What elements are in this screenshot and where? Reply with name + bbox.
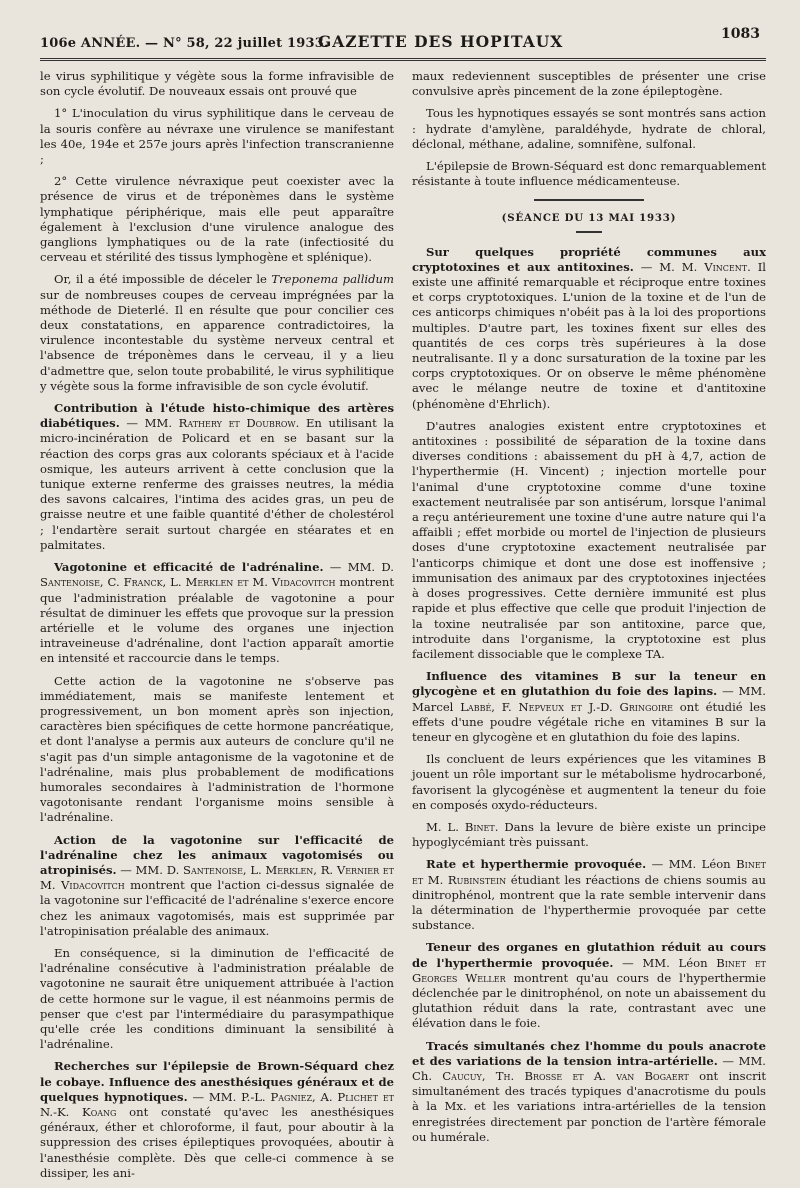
entry-authors: Vincent. [704, 259, 751, 274]
entry-title: Recherches sur l'épilepsie de Brown-Séquard chez le cobaye. Influence des anesthésiques généraux et de quelques hypnotiques. [40, 1059, 394, 1104]
paragraph: Tous les hypnotiques essayés se sont montrés sans action : hydrate d'amylène, paraldéhyde, hydrate de chloral, déclonal, méthane, adaline, somnifène, sulfonal. [412, 106, 766, 151]
session-heading: (SÉANCE DU 13 MAI 1933) [501, 212, 677, 225]
paragraph [40, 272, 394, 394]
paragraph: 1° L'inoculation du virus syphilitique dans le cerveau de la souris confère au névraxe une virulence se manifestant les 40e, 194e et 257e jours après l'infection transcranienne ; [40, 106, 394, 167]
entry-title: Tracés simultanés chez l'homme du pouls anacrote et des variations de la tension intra-artérielle. [412, 1038, 766, 1068]
entry-text: étudiant les réactions de chiens soumis au dinitrophénol, montrent que la rate semble intervenir dans la détermination de l'hyperthermie provoquée par cette substance. [412, 872, 766, 933]
paragraph [412, 820, 766, 850]
separator: — MM. Léon [613, 955, 717, 970]
section-divider [534, 199, 644, 201]
entry-title: Influence des vitamines B sur la teneur en glycogène et en glutathion du foie des lapins. [412, 669, 766, 699]
separator: — MM. [119, 416, 179, 431]
separator: — MM. Léon [646, 857, 737, 872]
communication-entry [40, 560, 394, 666]
entry-title: Contribution à l'étude histo-chimique des artères diabétiques. [40, 401, 394, 431]
paragraph: le virus syphilitique y végète sous la forme infravisible de son cycle évolutif. De nouveaux essais ont prouvé que [40, 69, 394, 99]
entry-authors: Caucuy, Th. Brosse et A. van Bogaert [442, 1068, 689, 1083]
entry-text: ont étudié les effets d'une poudre végétale riche en vitamines B sur la teneur en glycogène et en glutathion du foie des lapins. [412, 699, 766, 744]
communication-entry [412, 1039, 766, 1145]
text-columns [40, 69, 766, 1188]
entry-text: montrent qu'au cours de l'hyperthermie déclenchée par le dinitrophénol, on note un abaissement du glutathion réduit dans la rate, contrastant avec une élévation dans le foie. [412, 970, 766, 1031]
entry-text: montrent que l'action ci-dessus signalée de la vagotonine sur l'efficacité de l'adrénaline s'exerce encore chez les animaux vagotomisés, mais est supprimée par l'atropinisation préalable des animaux. [40, 878, 394, 938]
page-number: 1083 [721, 26, 760, 42]
communication-entry [40, 1059, 394, 1181]
entry-authors: Labbé, F. Nepveux et J.-D. Gringoire [460, 699, 673, 714]
entry-text: montrent que l'administration préalable de vagotonine a pour résultat de diminuer les effets que provoque sur la pression artérielle et le volume des organes une injection intraveineuse d'adrénaline, dont l'action apparaît amortie en intensité et raccourcie dans le temps. [40, 575, 394, 666]
paragraph: maux redeviennent susceptibles de présenter une crise convulsive après pincement de la zone épileptogène. [412, 69, 766, 99]
communication-entry [40, 401, 394, 553]
communication-entry [412, 669, 766, 745]
entry-text: En utilisant la micro-incinération de Policard et en se basant sur la réaction des corps gras aux colorants spéciaux et à l'acide osmique, les auteurs arrivent à cette conclusion que la tunique externe renferme des graisses neutres, la média des savons calcaires, l'intima des acides gras, un peu de graisse neutre et une faible quantité d'éther de cholestérol ; l'endartère serait surtout chargée en stéarates et en palmitates. [40, 416, 395, 552]
entry-authors: Binet et M. Rubinstein [412, 857, 766, 887]
communication-entry [412, 857, 766, 933]
journal-title: GAZETTE DES HOPITAUX [318, 32, 564, 51]
entry-authors: Pagniez, A. Plichet et N.-K. Koang [40, 1089, 394, 1119]
entry-authors: Binet et Georges Weller [412, 955, 766, 985]
entry-title: Sur quelques propriété communes aux cryptotoxines et aux antitoxines. [412, 244, 766, 274]
entry-title: Vagotonine et efficacité de l'adrénaline. [54, 560, 324, 575]
paragraph: D'autres analogies existent entre cryptotoxines et antitoxines : possibilité de séparation de la toxine dans diverses conditions : abaissement du pH à 4,7, action de l'hyperthermie (H. Vincent) ; injection mortelle pour l'animal d'une cryptotoxine comme d'une toxine exactement neutralisée par son antisérum, lorsque l'animal a reçu antérieurement une toxine d'une autre nature qui l'a affaibli ; effet morbide ou mortel de l'injection de plusieurs doses d'une cryptotoxine exactement neutralisée par l'anticorps chimique et dont une dose est inoffensive ; immunisation des animaux par des cryptotoxines injectées à doses progressives. Cette dernière immunité est plus rapide et plus effective que celle que produit l'injection de la toxine neutralisée par son antitoxine, parce que, introduite dans l'organisme, la cryptotoxine est plus facilement dissociable que le complexe TA. [412, 418, 766, 661]
text-run: sur de nombreuses coupes de cerveau imprégnées par la méthode de Dieterlé. Il en résulte que pour concilier ces deux constatations, en apparence contradictoires, la virulence incontestable du système nerveux central et l'absence de tréponèmes dans le cerveau, il y a lieu d'admettre que, selon toute probabilité, le virus syphilitique y végète sous la forme infravisible de son cycle évolutif. [40, 287, 394, 393]
separator: — MM. Marcel [412, 684, 766, 714]
separator: — MM. D. [323, 560, 394, 575]
entry-authors: Santenoise, C. Franck, L. Merklen et M. Vidacovitch [40, 575, 336, 590]
communication-entry [412, 245, 766, 412]
paragraph: L'épilepsie de Brown-Séquard est donc remarquablement résistante à toute influence médicamenteuse. [412, 159, 766, 189]
entry-text: ont constaté qu'avec les anesthésiques généraux, éther et chloroforme, il faut, pour aboutir à la suppression des crises épileptiques provoquées, aboutir à l'anesthésie complète. Dès que celle-ci commence à se dissiper, les ani- [40, 1105, 394, 1180]
left-column [40, 69, 394, 1188]
paragraph: Ils concluent de leurs expériences que les vitamines B jouent un rôle important sur le métabolisme hydrocarboné, favorisent la glycogénèse et augmentent la teneur du foie en composés oxydo-réducteurs. [412, 752, 766, 812]
heading-rule [576, 231, 602, 233]
paragraph: En conséquence, si la diminution de l'efficacité de l'adrénaline consécutive à l'administration préalable de vagotonine ne saurait être uniquement attribuée à l'action de cette hormone sur le vague, il est néanmoins permis de penser que c'est par l'intermédiaire du parasympathique qu'elle crée les conditions diminuant la sensibilité à l'adrénaline. [40, 945, 394, 1052]
separator: — MM. P.-L. [187, 1089, 271, 1104]
separator: — MM. D. [116, 862, 183, 877]
entry-authors: Rathery et Doubrow. [178, 416, 300, 431]
paragraph: Cette action de la vagotonine ne s'observe pas immédiatement, mais se manifeste lentement et progressivement, un bon moment après son injection, caractères bien spécifiques de cette hormone pancréatique, et dont l'analyse a permis aux auteurs de conclure qu'il ne s'agit pas d'un simple antagonisme de la vagotonine et de l'adrénaline, mais plus probablement de modifications humorales secondaires à l'administration de l'hormone vagotonisante rendant l'organisme moins sensible à l'adrénaline. [40, 673, 394, 825]
entry-title: Teneur des organes en glutathion réduit au cours de l'hyperthermie provoquée. [412, 940, 766, 970]
species-name: Treponema pallidum [271, 272, 395, 287]
paragraph: 2° Cette virulence névraxique peut coexister avec la présence de virus et de tréponèmes dans le système lymphatique périphérique, mais elle peut apparaître également à l'exclusion d'une virulence analogue des ganglions lymphatiques ou de la rate (infectiosité du cerveau et stérilité des tissus lymphogène et splénique). [40, 174, 394, 265]
page-header [40, 24, 766, 61]
author-name: Binet. [464, 819, 499, 834]
communication-entry [40, 833, 394, 939]
communication-entry [412, 940, 766, 1031]
entry-title: Rate et hyperthermie provoquée. [426, 857, 647, 872]
entry-text: ont inscrit simultanément des tracés typiques d'anacrotisme du pouls à la Mx. et les variations intra-artérielles de la tension enregistrées directement par ponction de l'artère fémorale ou humérale. [412, 1068, 766, 1144]
text-run: M. L. [426, 819, 465, 834]
separator: — MM. Ch. [412, 1053, 766, 1083]
right-column [412, 69, 766, 1188]
text-run: Dans la levure de bière existe un principe hypoglycémiant très puissant. [412, 819, 767, 850]
entry-authors: Santenoise, L. Merklen, R. Vernier et M. Vidacovitch [40, 862, 394, 893]
separator: — M. M. [633, 259, 705, 274]
entry-title: Action de la vagotonine sur l'efficacité de l'adrénaline chez les animaux vagotomisés ou atropinisés. [40, 832, 394, 877]
entry-text: Il existe une affinité remarquable et réciproque entre toxines et corps cryptotoxiques. L'union de la toxine et de l'un de ces anticorps chimiques n'obéit pas à la loi des proportions multiples. D'autre part, les toxines fixent sur elles des quantités de ces corps très supérieures à la dose neutralisante. Il y a donc sursaturation de la toxine par les corps cryptotoxiques. Or on observe le même phénomène avec le mélange neutre de toxine et d'antitoxine (phénomène d'Ehrlich). [412, 259, 766, 411]
issue-info: 106e ANNÉE. — N° 58, 22 juillet 1933. [40, 36, 329, 51]
text-run: Or, il a été impossible de déceler le [54, 272, 272, 287]
